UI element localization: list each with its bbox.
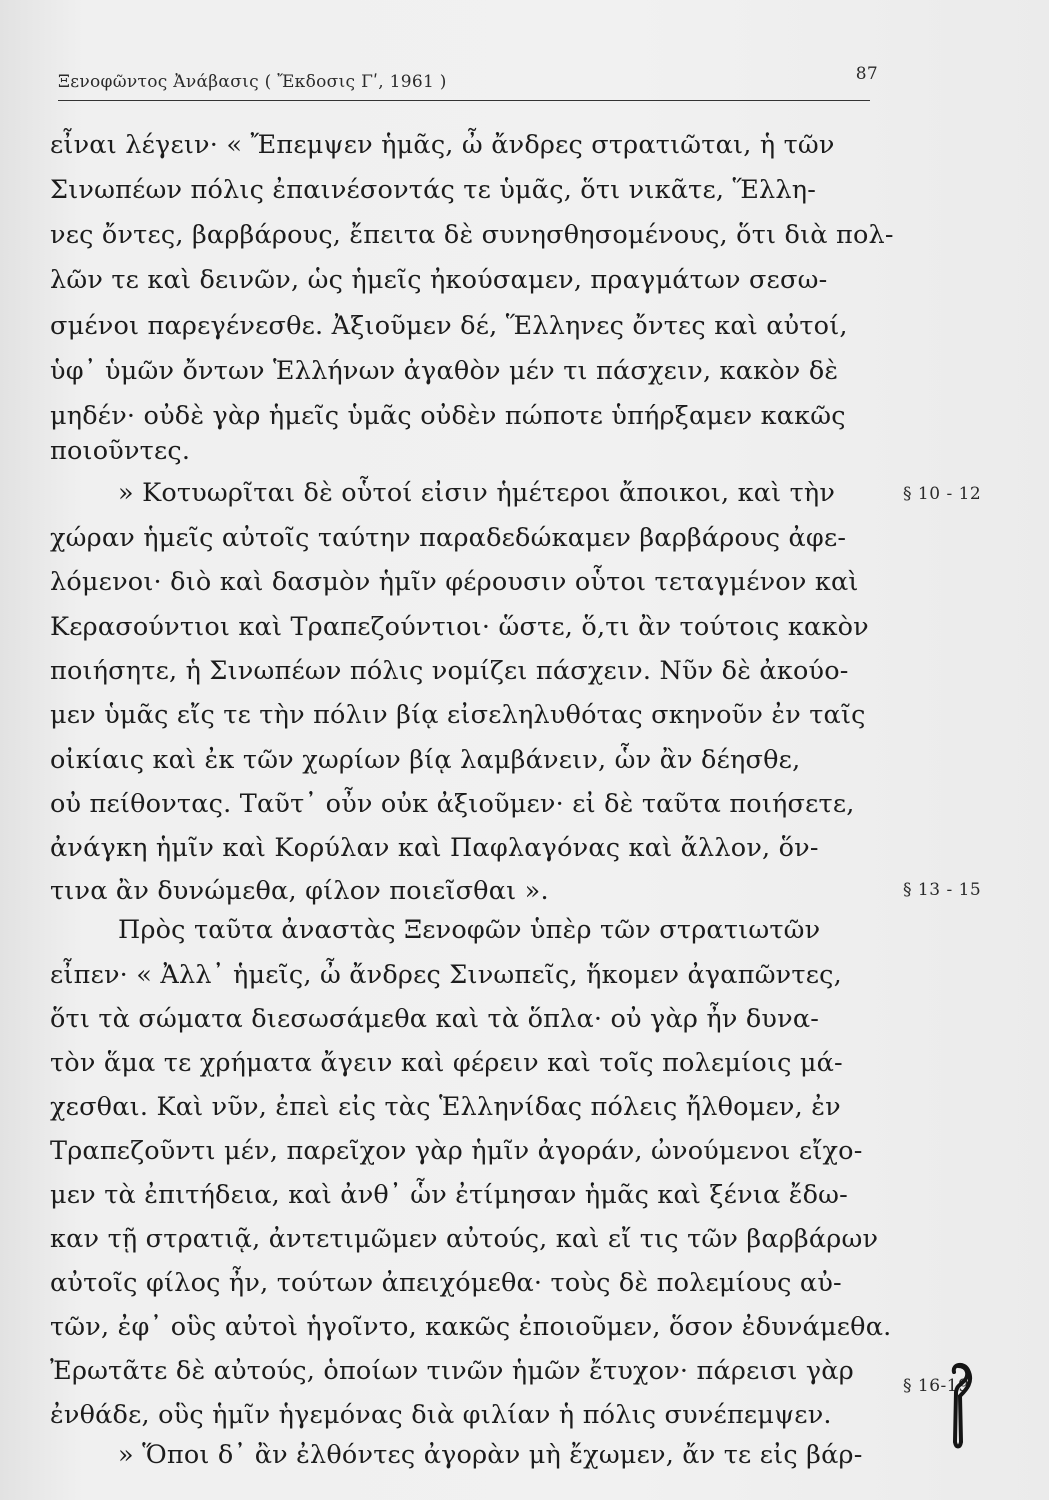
running-head	[58, 64, 878, 98]
text-line: τινα ἂν δυνώμεθα, φίλον ποιεῖσθαι ».	[50, 876, 549, 906]
running-head-title: Ξενοφῶντος Ἀνάβασις ( Ἔκδοσις Γʹ, 1961 )	[58, 72, 447, 92]
text-line: ὅτι τὰ σώματα διεσωσάμεθα καὶ τὰ ὅπλα· οὐ γὰρ ἦν δυνα-	[50, 1004, 820, 1034]
margin-section-note: § 13 - 15	[903, 880, 982, 900]
text-line: οἰκίαις καὶ ἐκ τῶν χωρίων βίᾳ λαμβάνειν, ὧν ἂν δέησθε,	[50, 745, 801, 775]
margin-section-note: § 10 - 12	[903, 484, 982, 504]
text-line: ποιοῦντες.	[50, 436, 191, 466]
text-line: εἶπεν· « Ἀλλ᾽ ἡμεῖς, ὦ ἄνδρες Σινωπεῖς, ἥκομεν ἀγαπῶντες,	[50, 960, 842, 990]
text-line: χεσθαι. Καὶ νῦν, ἐπεὶ εἰς τὰς Ἑλληνίδας πόλεις ἤλθομεν, ἐν	[50, 1092, 841, 1122]
text-line: Κερασούντιοι καὶ Τραπεζούντιοι· ὥστε, ὅ,τι ἂν τούτοις κακὸν	[50, 612, 869, 642]
text-line: λῶν τε καὶ δεινῶν, ὡς ἡμεῖς ἠκούσαμεν, πραγμάτων σεσω-	[50, 265, 828, 295]
text-line: ἐνθάδε, οὓς ἡμῖν ἡγεμόνας διὰ φιλίαν ἡ πόλις συνέπεμψεν.	[50, 1400, 832, 1430]
ink-mark-icon	[944, 1362, 974, 1452]
text-line: ἀνάγκη ἡμῖν καὶ Κορύλαν καὶ Παφλαγόνας καὶ ἄλλον, ὅν-	[50, 833, 819, 863]
paragraph-first-line: » Κοτυωρῖται δὲ οὗτοί εἰσιν ἡμέτεροι ἄποικοι, καὶ τὴν	[118, 478, 836, 508]
text-line: σμένοι παρεγένεσθε. Ἀξιοῦμεν δέ, Ἕλληνες ὄντες καὶ αὐτοί,	[50, 311, 848, 341]
text-line: καν τῇ στρατιᾷ, ἀντετιμῶμεν αὐτούς, καὶ εἴ τις τῶν βαρβάρων	[50, 1224, 879, 1254]
text-line: χώραν ἡμεῖς αὐτοῖς ταύτην παραδεδώκαμεν βαρβάρους ἀφε-	[50, 523, 847, 553]
text-line: Τραπεζοῦντι μέν, παρεῖχον γὰρ ἡμῖν ἀγοράν, ὠνούμενοι εἴχο-	[50, 1136, 863, 1166]
text-line: νες ὄντες, βαρβάρους, ἔπειτα δὲ συνησθησομένους, ὅτι διὰ πολ-	[50, 220, 894, 250]
text-line: Ἐρωτᾶτε δὲ αὐτούς, ὁποίων τινῶν ἡμῶν ἔτυχον· πάρεισι γὰρ	[50, 1356, 854, 1386]
text-line: ποιήσητε, ἡ Σινωπέων πόλις νομίζει πάσχειν. Νῦν δὲ ἀκούο-	[50, 656, 849, 686]
text-line: μεν τὰ ἐπιτήδεια, καὶ ἀνθ᾽ ὧν ἐτίμησαν ἡμᾶς καὶ ξένια ἔδω-	[50, 1180, 848, 1210]
text-line: λόμενοι· διὸ καὶ δασμὸν ἡμῖν φέρουσιν οὗτοι τεταγμένον καὶ	[50, 567, 859, 597]
text-line: μεν ὑμᾶς εἴς τε τὴν πόλιν βίᾳ εἰσεληλυθότας σκηνοῦν ἐν ταῖς	[50, 700, 866, 730]
paragraph-first-line: » Ὅποι δ᾽ ἂν ἐλθόντες ἀγορὰν μὴ ἔχωμεν, ἄν τε εἰς βάρ-	[118, 1440, 863, 1470]
text-line: ὑφ᾽ ὑμῶν ὄντων Ἑλλήνων ἀγαθὸν μέν τι πάσχειν, κακὸν δὲ	[50, 356, 839, 386]
text-line: Σινωπέων πόλις ἐπαινέσοντάς τε ὑμᾶς, ὅτι νικᾶτε, Ἕλλη-	[50, 175, 817, 205]
header-rule	[58, 100, 870, 101]
page-number: 87	[855, 64, 878, 84]
text-line: μηδέν· οὐδὲ γὰρ ἡμεῖς ὑμᾶς οὐδὲν πώποτε ὑπήρξαμεν κακῶς	[50, 401, 846, 431]
text-line: τὸν ἅμα τε χρήματα ἄγειν καὶ φέρειν καὶ τοῖς πολεμίοις μά-	[50, 1048, 843, 1078]
text-line: αὐτοῖς φίλος ἦν, τούτων ἀπειχόμεθα· τοὺς δὲ πολεμίους αὐ-	[50, 1268, 842, 1298]
text-line: εἶναι λέγειν· « Ἔπεμψεν ἡμᾶς, ὦ ἄνδρες στρατιῶται, ἡ τῶν	[50, 130, 835, 160]
text-line: τῶν, ἐφ᾽ οὓς αὐτοὶ ἡγοῖντο, κακῶς ἐποιοῦμεν, ὅσον ἐδυνάμεθα.	[50, 1312, 892, 1342]
text-line: οὐ πείθοντας. Ταῦτ᾽ οὖν οὐκ ἀξιοῦμεν· εἰ δὲ ταῦτα ποιήσετε,	[50, 789, 855, 819]
paragraph-first-line: Πρὸς ταῦτα ἀναστὰς Ξενοφῶν ὑπὲρ τῶν στρατιωτῶν	[118, 915, 821, 945]
margin-section-note: § 16-19	[903, 1376, 970, 1396]
